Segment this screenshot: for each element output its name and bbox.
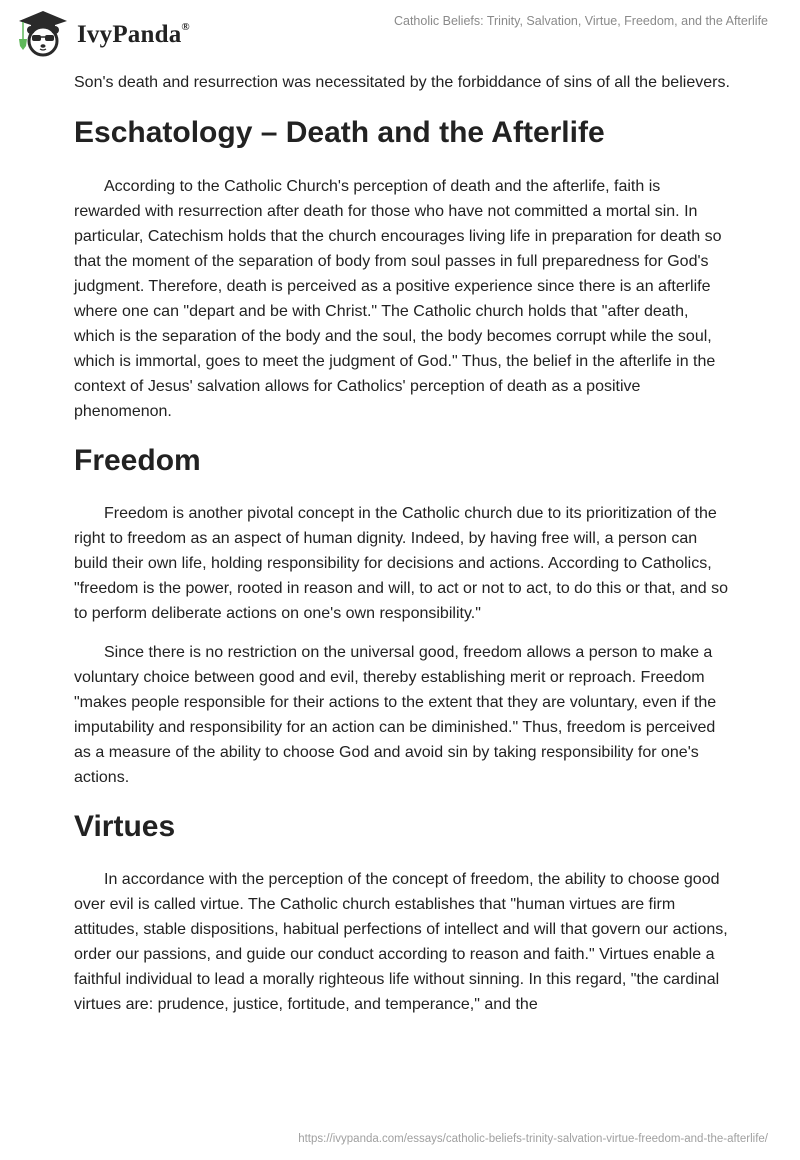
logo-wordmark: IvyPanda®: [77, 20, 190, 48]
paragraph-virtues-1: In accordance with the perception of the concept of freedom, the ability to choose good over evil is called virtue. The Catholic church establishes that "human virtues are firm attitudes, stable dispositions, habitual perfections of intellect and will that govern our actions, order our passions, and guide our conduct according to reason and faith." Virtues enable a faithful individual to lead a morally righteous life without sinning. In this regard, "the cardinal virtues are: prudence, justice, fortitude, and temperance," and the: [74, 871, 728, 1013]
panda-graduate-icon: [17, 9, 69, 57]
ivypanda-logo[interactable]: [17, 9, 190, 57]
section-heading-virtues: Virtues: [74, 810, 176, 843]
source-url[interactable]: https://ivypanda.com/essays/catholic-beliefs-trinity-salvation-virtue-freedom-and-the-afterlife/: [298, 1133, 768, 1145]
section-heading-freedom: Freedom: [74, 444, 201, 477]
paragraph-eschatology-1: According to the Catholic Church's perception of death and the afterlife, faith is rewarded with resurrection after death for those who have not committed a mortal sin. In particular, Catechism holds that the church encourages living life in preparation for death so that the moment of the separation of body from soul passes in full preparedness for God's judgment. Therefore, death is perceived as a positive experience since there is an afterlife where one can "depart and be with Christ." The Catholic church holds that "after death, which is the separation of the body and the soul, the body becomes corrupt while the soul, which is immortal, goes to meet the judgment of God." Thus, the belief in the afterlife in the context of Jesus' salvation allows for Catholics' perception of death as a positive phenomenon.: [74, 178, 722, 420]
section-heading-eschatology: Eschatology – Death and the Afterlife: [74, 116, 605, 149]
page-header: [0, 0, 800, 60]
essay-body: [74, 70, 730, 1017]
document-title: Catholic Beliefs: Trinity, Salvation, Virtue, Freedom, and the Afterlife: [393, 14, 768, 28]
paragraph-freedom-1: Freedom is another pivotal concept in the Catholic church due to its prioritization of the right to freedom as an aspect of human dignity. Indeed, by having free will, a person can build their own life, holding responsibility for decisions and actions. According to Catholics, "freedom is the power, rooted in reason and will, to act or not to act, to do this or that, and so to perform deliberate actions on one's own responsibility.": [74, 505, 729, 622]
paragraph-freedom-2: Since there is no restriction on the universal good, freedom allows a person to make a voluntary choice between good and evil, thereby establishing merit or reproach. Freedom "makes people responsible for their actions to the extent that they are voluntary, even if the imputability and responsibility for an action can be diminished." Thus, freedom is perceived as a measure of the ability to choose God and avoid sin by taking responsibility for one's actions.: [74, 644, 717, 786]
intro-paragraph: Son's death and resurrection was necessitated by the forbiddance of sins of all the believers.: [74, 74, 730, 91]
